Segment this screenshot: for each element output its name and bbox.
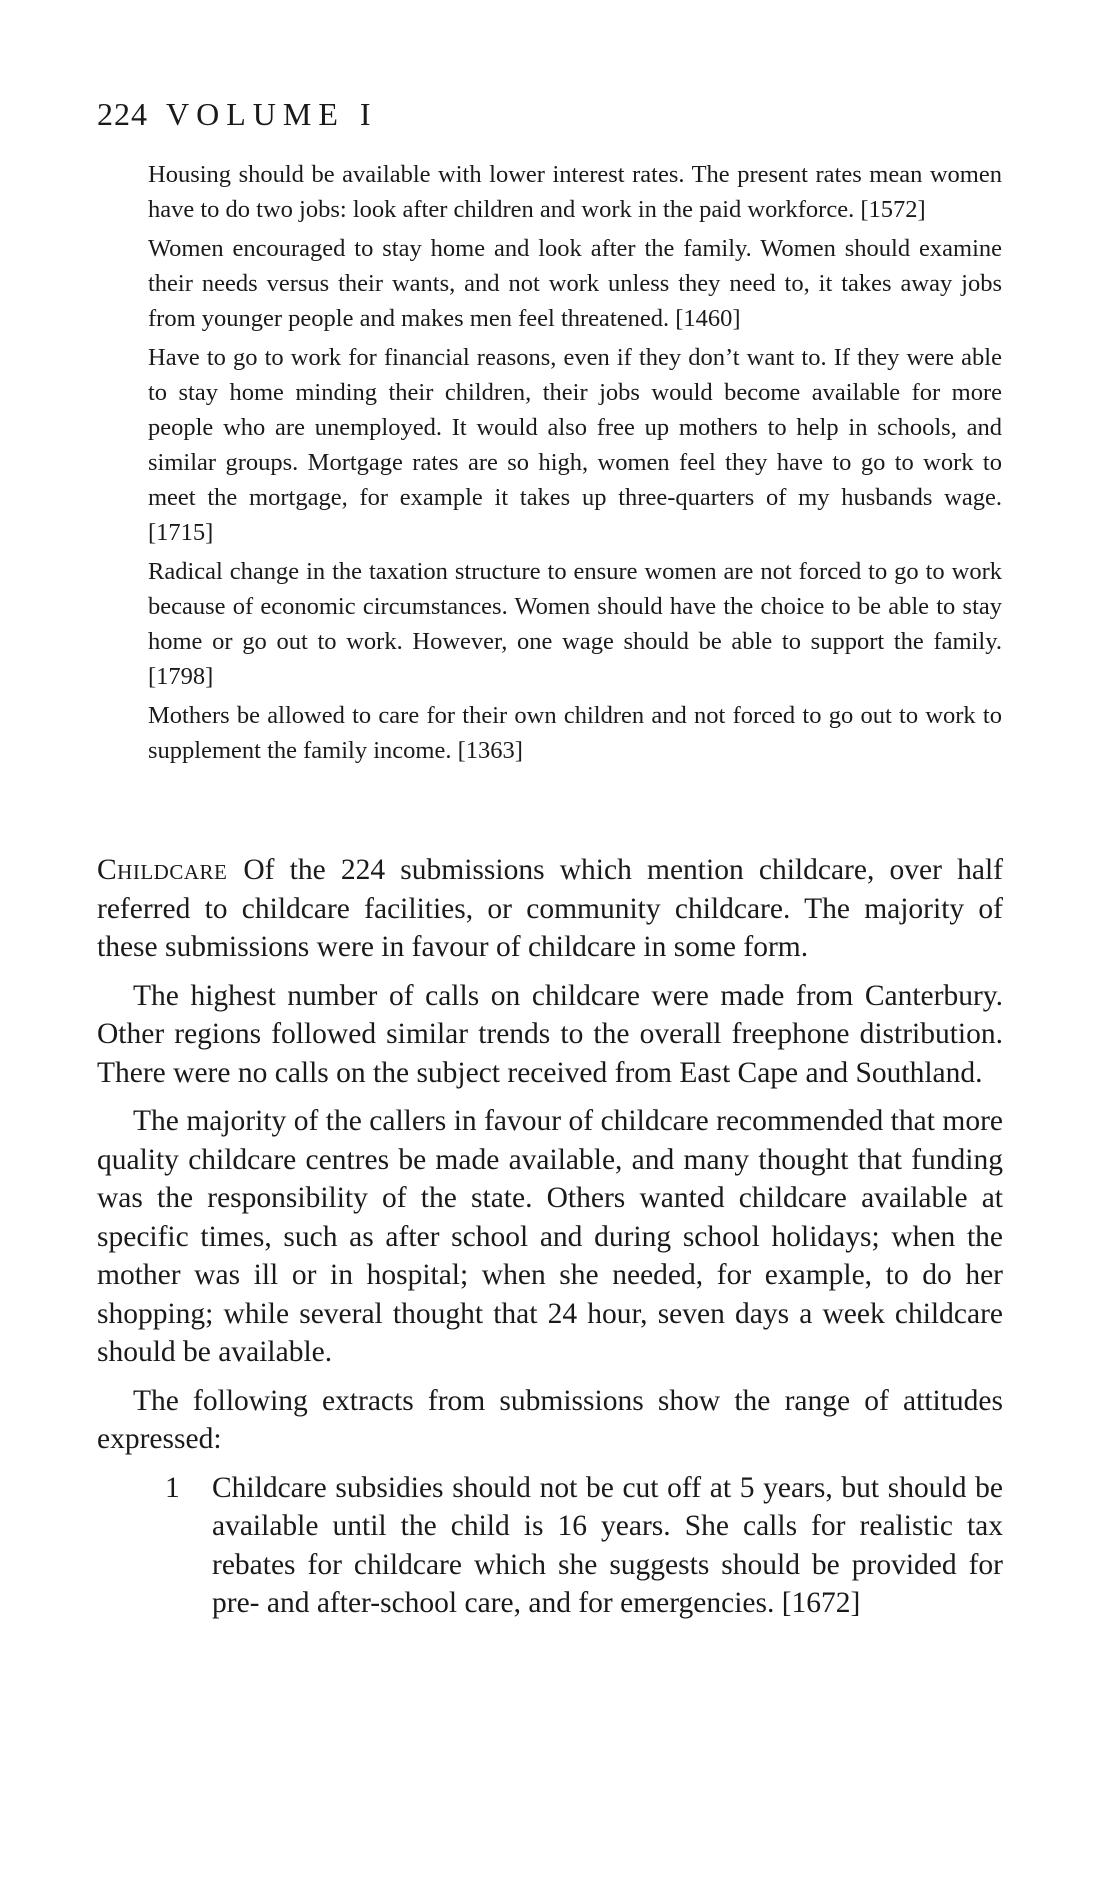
- section-intro-paragraph: [97, 851, 1003, 967]
- quote-block: [148, 157, 1002, 772]
- quote-paragraph: Mothers be allowed to care for their own children and not forced to go out to work to supplement the family income. [1363]: [148, 702, 1002, 764]
- running-head: [97, 96, 378, 133]
- quote-paragraph: Radical change in the taxation structure to ensure women are not forced to go to work because of economic circumstances. Women should have the choice to be able to stay home or go out to work. However, one wage should be able to support the family. [1798]: [148, 558, 1002, 690]
- section-heading: Childcare: [97, 854, 228, 886]
- quote-paragraph: Have to go to work for financial reasons, even if they don’t want to. If they were able to stay home minding their children, their jobs would become available for more people who are unemployed. It would also free up mothers to help in schools, and similar groups. Mortgage rates are so high, women feel they have to go to work to meet the mortgage, for example it takes up three-quarters of my husbands wage. [1715]: [148, 344, 1002, 546]
- list-item-text: Childcare subsidies should not be cut off at 5 years, but should be available until the child is 16 years. She calls for realistic tax rebates for childcare which she suggests should be provided for pre- and after-school care, and for emergencies. [1672]: [212, 1471, 1003, 1619]
- body-paragraph: The majority of the callers in favour of childcare recommended that more quality childcare centres be made available, and many thought that funding was the responsibility of the state. Others wanted childcare available at specific times, such as after school and during school holidays; when the mother was ill or in hospital; when she needed, for example, to do her shopping; while several thought that 24 hour, seven days a week childcare should be available.: [97, 1105, 1003, 1368]
- volume-title: VOLUME I: [166, 96, 378, 132]
- body-paragraph: The following extracts from submissions show the range of attitudes expressed:: [97, 1384, 1003, 1455]
- page-number: 224: [97, 96, 148, 132]
- childcare-section: [97, 851, 1003, 1623]
- extracts-list: [97, 1469, 1003, 1623]
- list-item: [97, 1469, 1003, 1623]
- list-item-number: 1: [165, 1471, 180, 1504]
- quote-paragraph: Women encouraged to stay home and look after the family. Women should examine their needs versus their wants, and not work unless they need to, it takes away jobs from younger people and makes men feel threatened. [1460]: [148, 235, 1002, 332]
- quote-paragraph: Housing should be available with lower interest rates. The present rates mean women have to do two jobs: look after children and work in the paid workforce. [1572]: [148, 161, 1002, 223]
- paragraph-text: Of the 224 submissions which mention childcare, over half referred to childcare facilities, or community childcare. The majority of these submissions were in favour of childcare in some form.: [97, 854, 1003, 963]
- body-paragraph: The highest number of calls on childcare were made from Canterbury. Other regions followed similar trends to the overall freephone distribution. There were no calls on the subject received from East Cape and Southland.: [97, 979, 1003, 1089]
